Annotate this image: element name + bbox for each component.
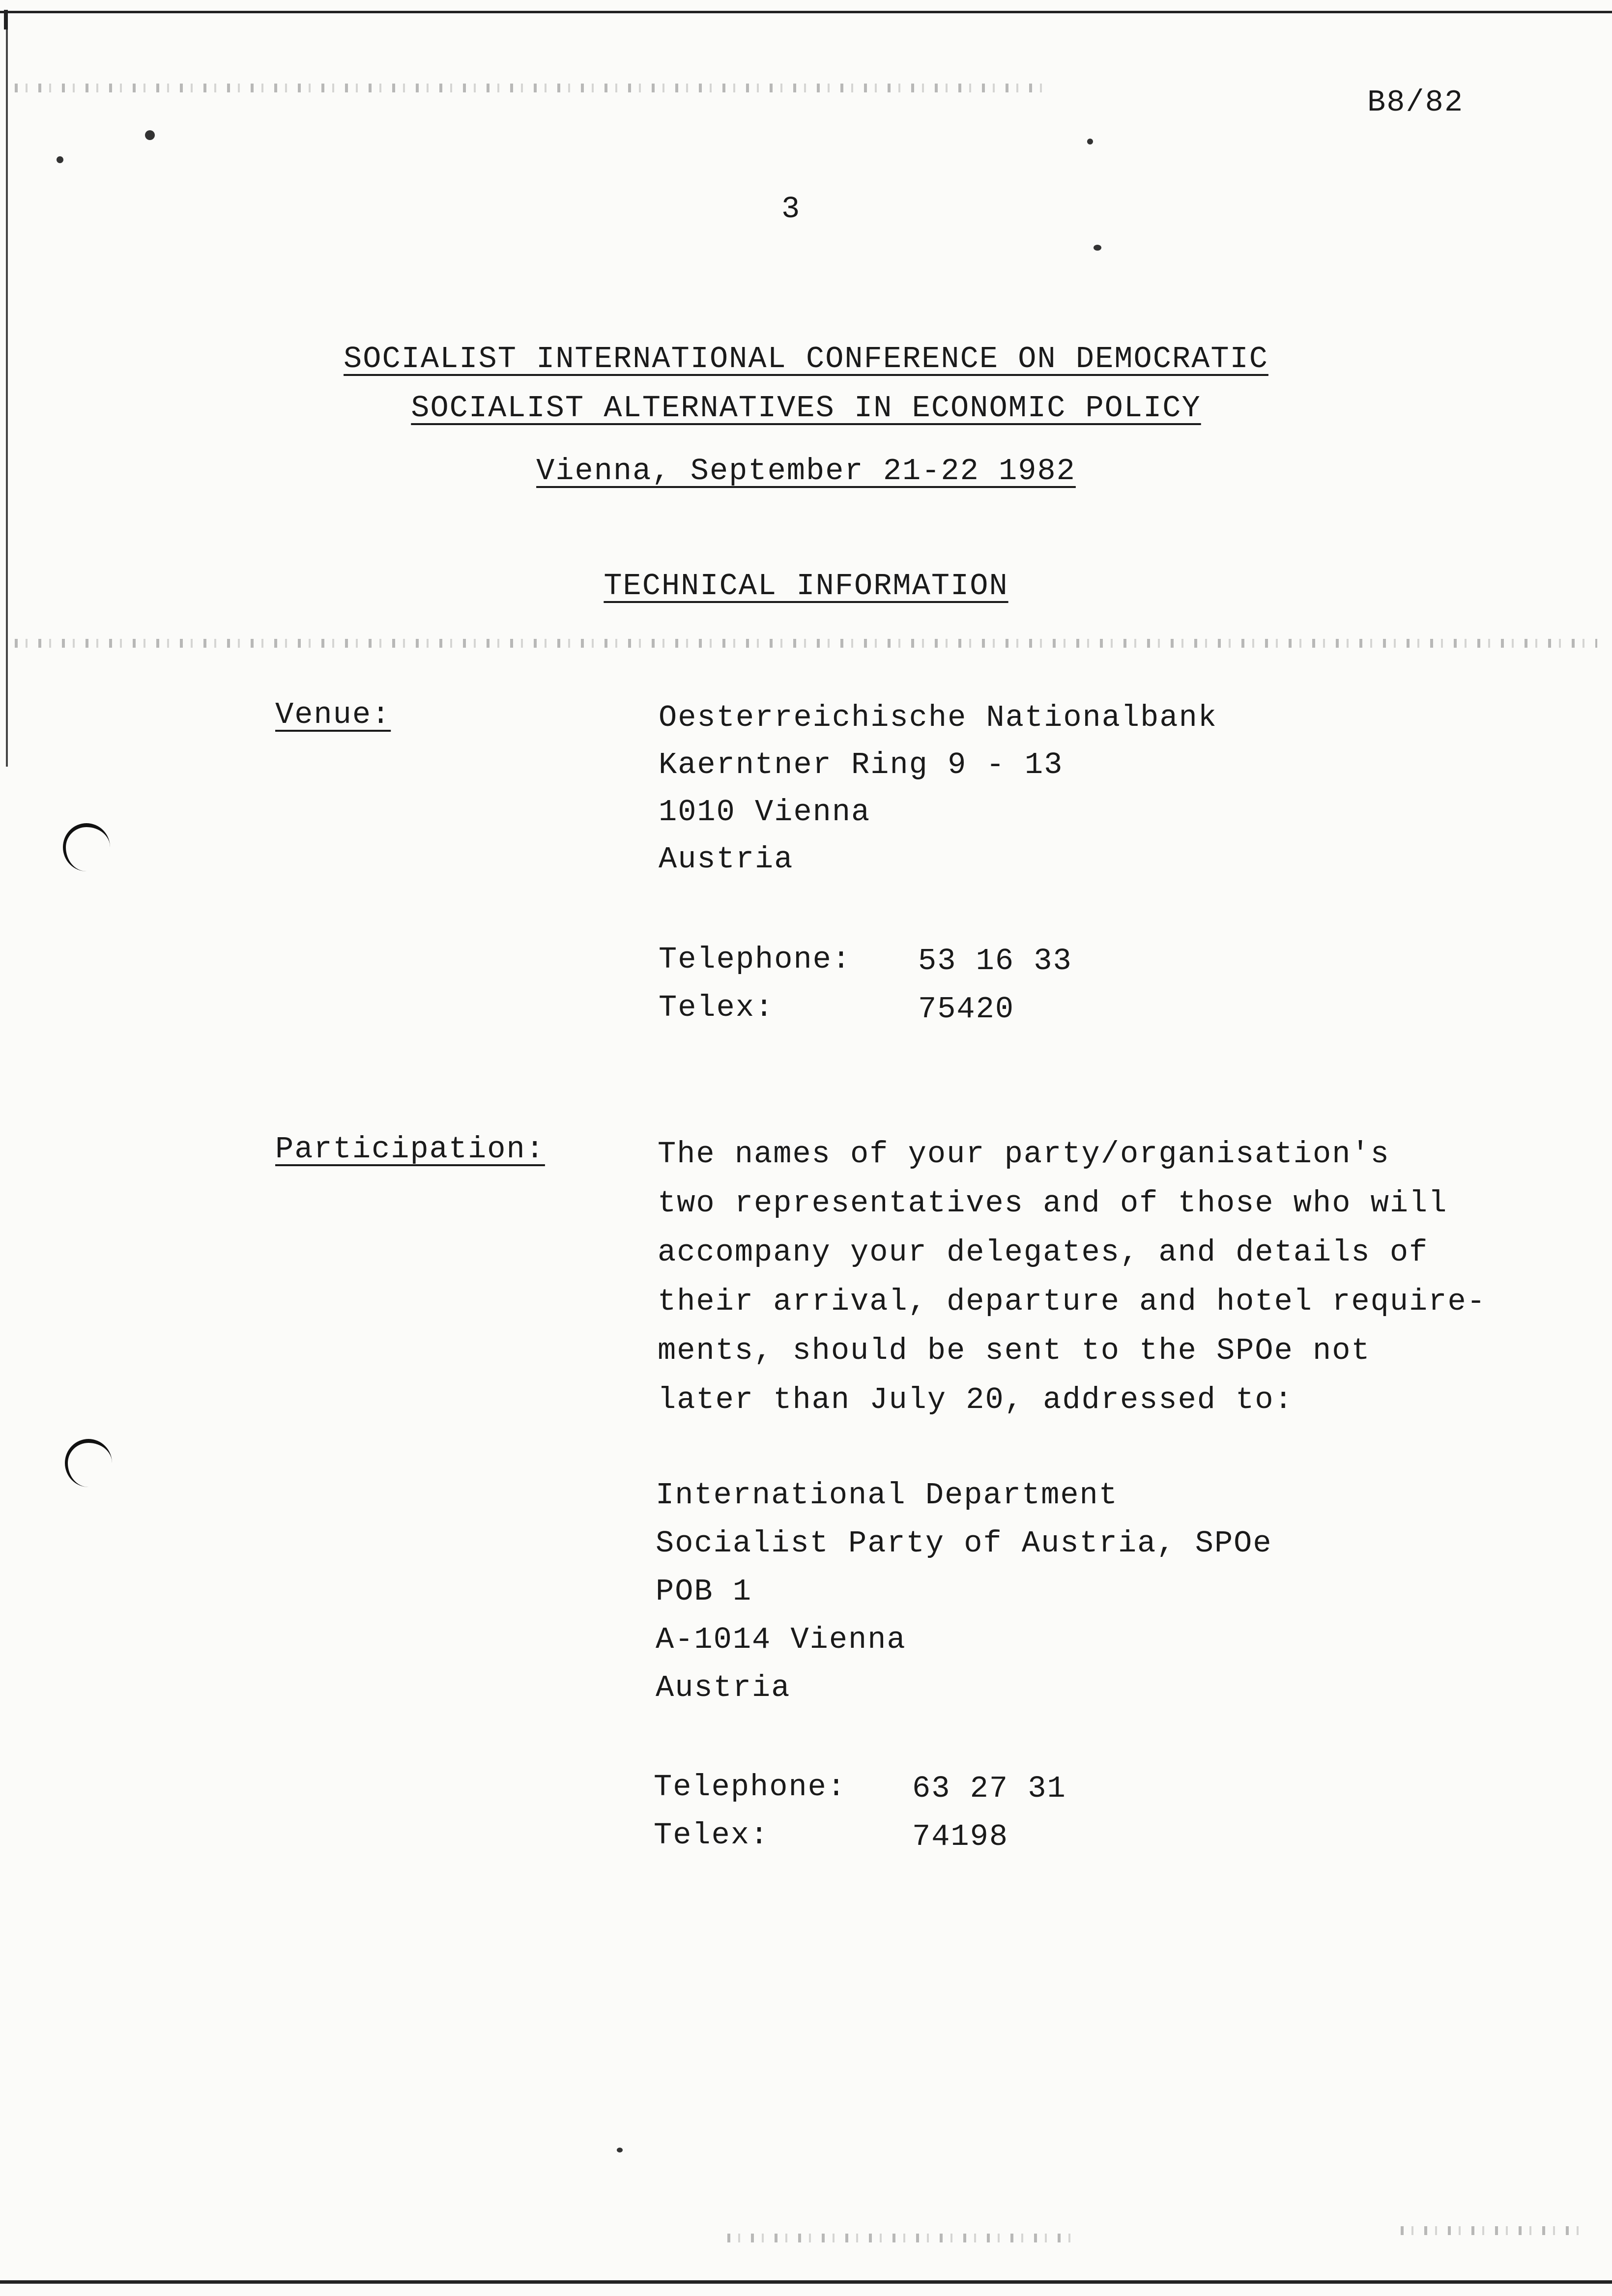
venue-telephone-value: 53 16 33 — [918, 944, 1072, 978]
scan-noise-top — [15, 84, 1047, 92]
venue-telex-value: 75420 — [918, 992, 1015, 1027]
participation-text-line: their arrival, departure and hotel require- — [658, 1284, 1486, 1319]
left-margin-tick — [4, 10, 8, 29]
venue-telex-label: Telex: — [659, 990, 775, 1025]
punch-hole-lower — [65, 1439, 112, 1487]
contact-address-line: A-1014 Vienna — [656, 1622, 906, 1657]
speck — [617, 2148, 623, 2152]
contact-address-line: POB 1 — [656, 1574, 752, 1609]
participation-text-line: two representatives and of those who will — [658, 1186, 1448, 1221]
conference-title-line-2: SOCIALIST ALTERNATIVES IN ECONOMIC POLICY — [411, 391, 1201, 426]
contact-address-line: Austria — [656, 1670, 791, 1705]
contact-address-line: Socialist Party of Austria, SPOe — [656, 1526, 1272, 1561]
scan-noise-bottom — [727, 2234, 1071, 2242]
venue-address-line: Kaerntner Ring 9 - 13 — [659, 747, 1064, 782]
punch-hole-upper — [63, 823, 110, 871]
scan-noise-mid — [15, 639, 1597, 648]
contact-telephone-label: Telephone: — [654, 1770, 847, 1805]
contact-telephone-value: 63 27 31 — [912, 1771, 1066, 1806]
speck — [1087, 139, 1093, 144]
participation-text-line: later than July 20, addressed to: — [658, 1382, 1294, 1417]
venue-address-line: Austria — [659, 842, 794, 877]
venue-label: Venue: — [275, 697, 391, 732]
scan-noise-bottom-right — [1401, 2226, 1587, 2235]
speck — [1094, 245, 1101, 251]
page-number: 3 — [781, 192, 801, 227]
participation-text-line: The names of your party/organisation's — [658, 1137, 1390, 1172]
conference-title-line-1: SOCIALIST INTERNATIONAL CONFERENCE ON DEMOCRATIC — [344, 342, 1268, 376]
speck — [145, 130, 155, 140]
top-edge-rule — [0, 11, 1612, 13]
speck — [57, 156, 63, 163]
contact-telex-label: Telex: — [654, 1818, 770, 1853]
contact-address-line: International Department — [656, 1478, 1118, 1513]
contact-telex-value: 74198 — [912, 1819, 1009, 1854]
conference-date-line: Vienna, September 21-22 1982 — [536, 454, 1076, 488]
participation-label: Participation: — [275, 1132, 545, 1167]
venue-address-line: Oesterreichische Nationalbank — [659, 700, 1217, 735]
participation-text-line: accompany your delegates, and details of — [658, 1235, 1429, 1270]
section-heading: TECHNICAL INFORMATION — [604, 569, 1008, 603]
bottom-edge-rule — [0, 2280, 1612, 2284]
document-reference: B8/82 — [1367, 85, 1464, 120]
participation-text-line: ments, should be sent to the SPOe not — [658, 1333, 1371, 1368]
venue-address-line: 1010 Vienna — [659, 795, 871, 830]
venue-telephone-label: Telephone: — [659, 942, 852, 977]
